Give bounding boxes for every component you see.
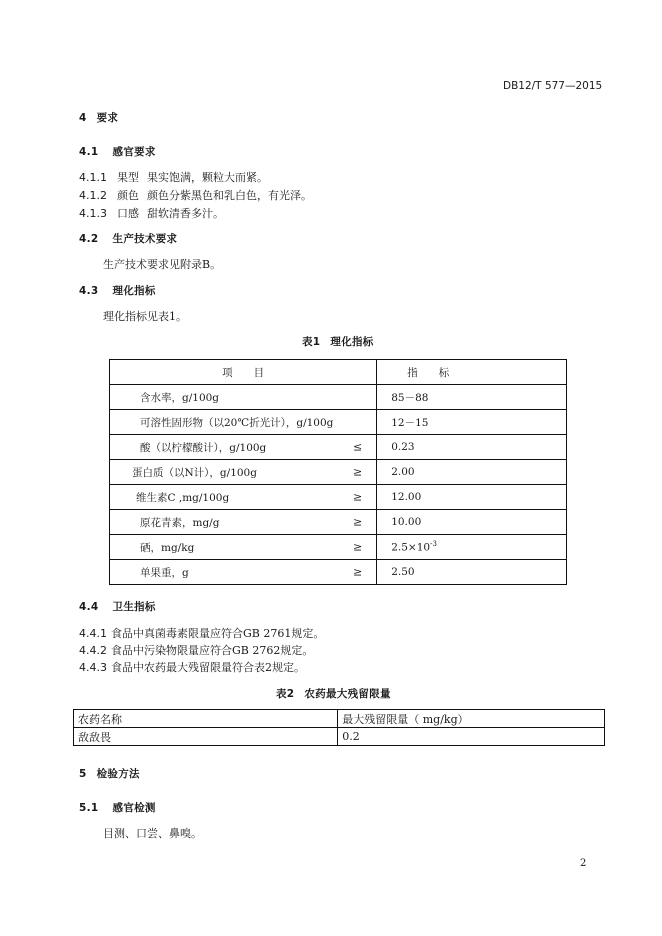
table-2	[73, 709, 605, 746]
item-cell	[110, 535, 377, 560]
comparison-symbol: ≥	[353, 490, 363, 504]
table-row	[110, 510, 567, 535]
section-5-heading	[79, 766, 140, 781]
item-cell	[110, 460, 377, 485]
comparison-symbol: ≥	[353, 515, 363, 529]
table-header-row	[74, 710, 605, 728]
comparison-symbol: ≥	[353, 465, 363, 479]
comparison-symbol: ≥	[353, 540, 363, 554]
value-cell: 2.00	[377, 460, 567, 485]
section-4-3-body: 理化指标见表1。	[103, 310, 187, 323]
section-title: 感官要求	[112, 146, 156, 158]
table-title: 农药最大残留限量	[304, 688, 391, 700]
section-title: 卫生指标	[112, 601, 156, 613]
item-label: 酸（以柠檬酸计），g/100g	[140, 441, 267, 454]
clause-term: 口感	[117, 207, 139, 220]
clause-4-1-2	[79, 187, 312, 203]
clause-number: 4.1.2	[79, 189, 107, 202]
clause-text: 甜软清香多汁。	[147, 207, 224, 220]
clause-4-4-3	[79, 659, 305, 675]
clause-number: 4.4.2	[79, 644, 107, 657]
section-title: 感官检测	[112, 802, 156, 814]
residue-limit-cell: 0.2	[338, 728, 605, 746]
section-4-4-heading	[79, 599, 156, 614]
header-cell-item: 项 目	[110, 360, 377, 385]
item-cell	[110, 410, 377, 435]
table-header-row	[110, 360, 567, 385]
section-number: 5	[79, 768, 87, 780]
comparison-symbol: ≤	[353, 440, 363, 454]
table-1	[109, 359, 567, 585]
clause-4-4-1	[79, 625, 324, 641]
value-cell: 10.00	[377, 510, 567, 535]
table-2-caption	[276, 686, 391, 701]
section-4-2-heading	[79, 231, 177, 246]
value-cell: 12－15	[377, 410, 567, 435]
section-title: 要求	[96, 112, 119, 124]
section-number: 4.2	[79, 233, 99, 245]
section-5-1-heading	[79, 800, 156, 815]
item-label: 原花青素，mg/g	[140, 516, 220, 529]
item-label: 维生素C ,mg/100g	[136, 491, 230, 504]
table-title: 理化指标	[330, 336, 374, 348]
item-label: 含水率，g/100g	[140, 391, 220, 404]
table-row	[74, 728, 605, 746]
header-cell-max-residue-limit: 最大残留限量（ mg/kg）	[338, 710, 605, 728]
clause-number: 4.4.3	[79, 661, 107, 674]
value-exponent: -3	[430, 540, 437, 549]
item-cell	[110, 385, 377, 410]
table-row	[110, 385, 567, 410]
clause-number: 4.4.1	[79, 627, 107, 640]
table-number: 表1	[302, 336, 321, 348]
section-title: 检验方法	[96, 768, 140, 780]
clause-4-1-1	[79, 169, 268, 185]
table-row	[110, 435, 567, 460]
table-row	[110, 560, 567, 585]
table-1-caption	[302, 334, 374, 349]
clause-4-1-3	[79, 205, 224, 221]
table-number: 表2	[276, 688, 295, 700]
section-number: 5.1	[79, 802, 99, 814]
item-cell	[110, 435, 377, 460]
section-4-2-body: 生产技术要求见附录B。	[103, 258, 222, 271]
value-cell: 85－88	[377, 385, 567, 410]
section-4-heading	[79, 110, 118, 125]
item-cell	[110, 485, 377, 510]
document-code: DB12/T 577—2015	[503, 80, 603, 92]
clause-number: 4.1.3	[79, 207, 107, 220]
item-cell	[110, 510, 377, 535]
clause-term: 果型	[117, 171, 139, 184]
section-title: 理化指标	[112, 285, 156, 297]
table-row	[110, 485, 567, 510]
value-cell: 2.50	[377, 560, 567, 585]
section-4-1-heading	[79, 144, 156, 159]
pesticide-name-cell: 敌敌畏	[74, 728, 338, 746]
section-number: 4	[79, 112, 87, 124]
value-cell: 0.23	[377, 435, 567, 460]
value-text: 2.5×10	[391, 541, 431, 554]
clause-number: 4.1.1	[79, 171, 107, 184]
section-number: 4.1	[79, 146, 99, 158]
section-4-3-heading	[79, 283, 156, 298]
clause-text: 食品中污染物限量应符合GB 2762规定。	[111, 644, 314, 657]
table-row	[110, 410, 567, 435]
section-5-1-body: 目测、口尝、鼻嗅。	[103, 827, 202, 840]
value-cell	[377, 535, 567, 560]
header-cell-index: 指 标	[377, 360, 567, 385]
clause-text: 颜色分紫黑色和乳白色，有光泽。	[147, 189, 312, 202]
item-label: 单果重，g	[140, 566, 189, 579]
clause-text: 食品中农药最大残留限量符合表2规定。	[111, 661, 305, 674]
item-label: 可溶性固形物（以20℃折光计），g/100g	[140, 416, 334, 429]
clause-4-4-2	[79, 642, 313, 658]
table-row	[110, 535, 567, 560]
table-row	[110, 460, 567, 485]
clause-text: 食品中真菌毒素限量应符合GB 2761规定。	[111, 627, 325, 640]
clause-text: 果实饱满，颗粒大而紧。	[147, 171, 268, 184]
section-number: 4.4	[79, 601, 99, 613]
comparison-symbol: ≥	[353, 565, 363, 579]
clause-term: 颜色	[117, 189, 139, 202]
section-title: 生产技术要求	[112, 233, 178, 245]
page-number: 2	[580, 858, 587, 869]
section-number: 4.3	[79, 285, 99, 297]
item-cell	[110, 560, 377, 585]
item-label: 硒，mg/kg	[140, 541, 195, 554]
item-label: 蛋白质（以N计），g/100g	[132, 466, 257, 479]
header-cell-pesticide-name: 农药名称	[74, 710, 338, 728]
value-cell: 12.00	[377, 485, 567, 510]
